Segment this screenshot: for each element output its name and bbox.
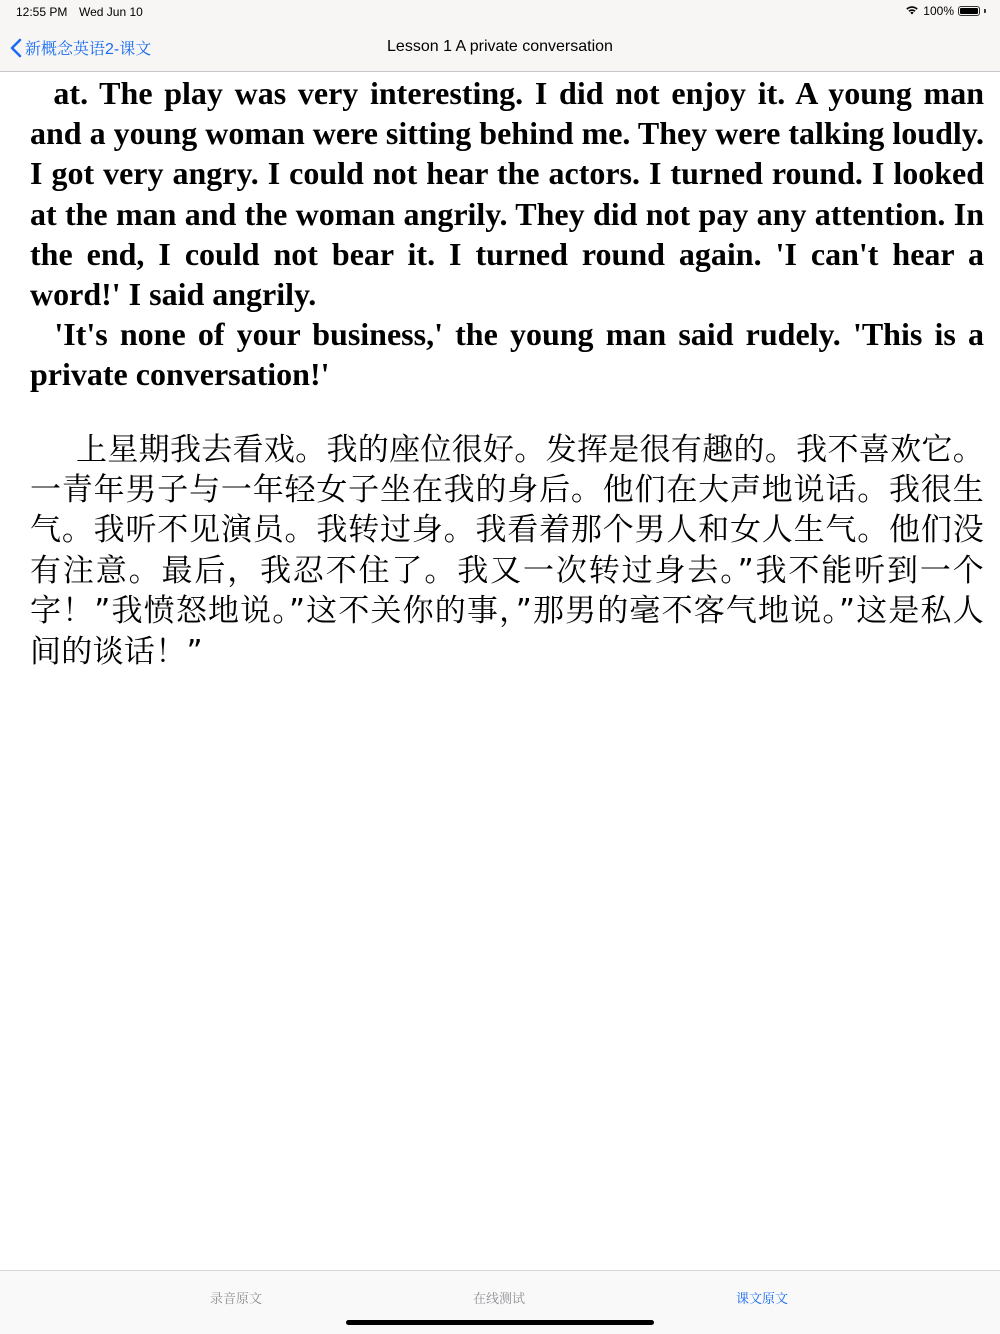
english-paragraph-2: 'It's none of your business,' the young man said rudely. 'This is a private conversation!' [30, 316, 993, 393]
navigation-bar [0, 24, 1000, 72]
status-indicators [905, 4, 986, 18]
battery-icon [958, 6, 980, 16]
page-title: Lesson 1 A private conversation [387, 38, 613, 55]
tab-lesson-text[interactable]: 课文原文 [736, 1291, 789, 1306]
tab-online-test[interactable]: 在线测试 [473, 1291, 526, 1306]
status-date: Wed Jun 10 [79, 5, 143, 19]
chinese-translation-text: 上星期我去看戏。我的座位很好。发挥是很有趣的。我不喜欢它。一青年男子与一年轻女子坐在我的身后。他们在大声地说话。我很生气。我听不见演员。我转过身。我看着那个男人和女人生气。他们没有注意。最后，我忍不住了。我又一次转过身去。”我不能听到一个字！”我愤怒地说。”这不关你的事，”那男的毫不客气地说。”这是私人间的谈话！” [30, 431, 984, 670]
lesson-text [30, 72, 993, 672]
battery-percent: 100% [923, 4, 954, 18]
tab-recording-transcript[interactable]: 录音原文 [210, 1291, 263, 1306]
back-button-label: 新概念英语2-课文 [25, 41, 152, 58]
english-paragraph-1: at. The play was very interesting. I did not enjoy it. A young man and a young woman were sitting behind me. They were talking loudly. I got very angry. I could not hear the actors. I turned round. I looked at the man and the woman angrily. They did not pay any attention. In the end, I could not bear it. I turned round again. 'I can't hear a word!' I said angrily. [30, 75, 993, 313]
status-time: 12:55 PM [16, 5, 68, 19]
home-indicator[interactable] [346, 1320, 654, 1325]
status-bar [0, 0, 1000, 24]
chinese-translation [30, 430, 984, 672]
wifi-icon [905, 4, 919, 18]
battery-tip [984, 9, 986, 13]
